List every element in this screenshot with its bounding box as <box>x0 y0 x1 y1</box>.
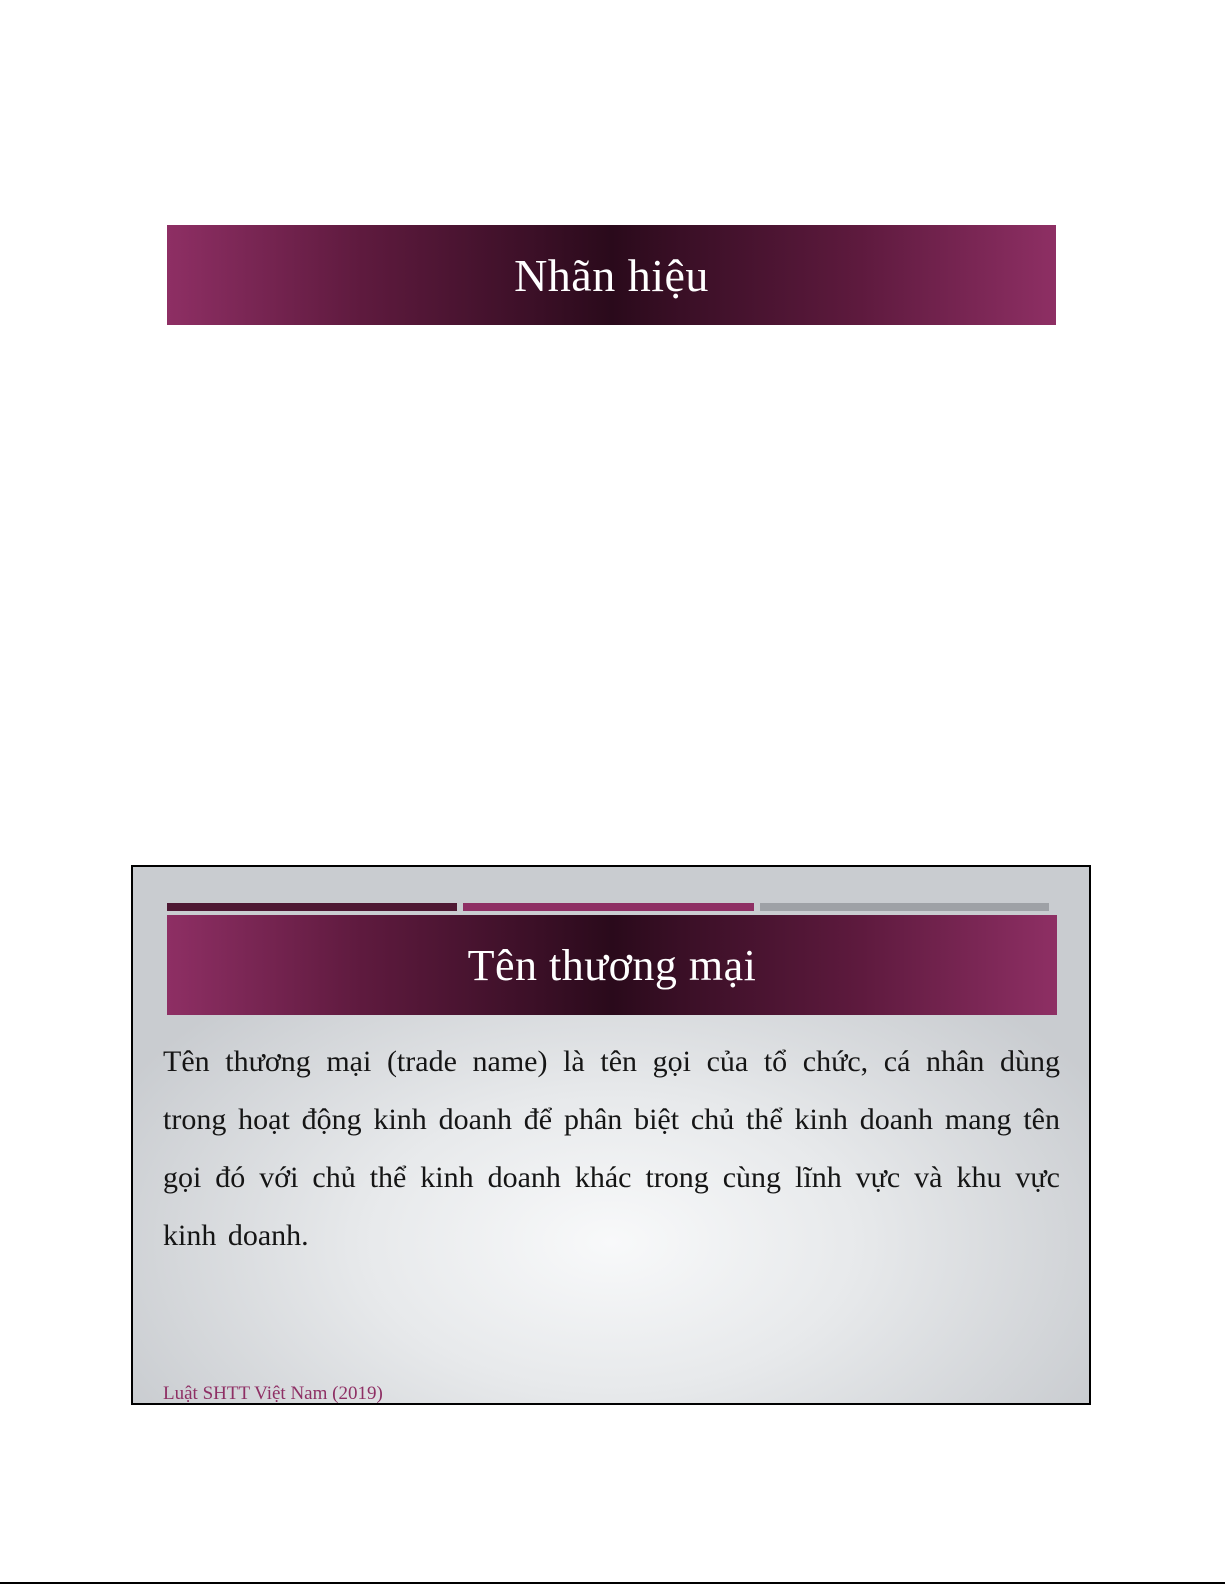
page-bottom-rule <box>0 1582 1225 1584</box>
slide2-panel <box>131 865 1091 1405</box>
slide2-title-banner <box>167 915 1057 1015</box>
accent-bar-dark <box>167 903 457 911</box>
accent-bar-gray <box>760 903 1049 911</box>
slide1-title-banner <box>167 225 1056 325</box>
source-footer: Luật SHTT Việt Nam (2019) <box>163 1383 383 1404</box>
slide1-title: Nhãn hiệu <box>514 249 709 301</box>
definition-paragraph: Tên thương mại (trade name) là tên gọi của tổ chức, cá nhân dùng trong hoạt động kinh doanh để phân biệt chủ thể kinh doanh mang tên gọi đó với chủ thể kinh doanh khác trong cùng lĩnh vực và khu vực kinh doanh. <box>163 1045 1060 1252</box>
accent-bar-magenta <box>463 903 754 911</box>
slide2-title: Tên thương mại <box>467 940 757 990</box>
